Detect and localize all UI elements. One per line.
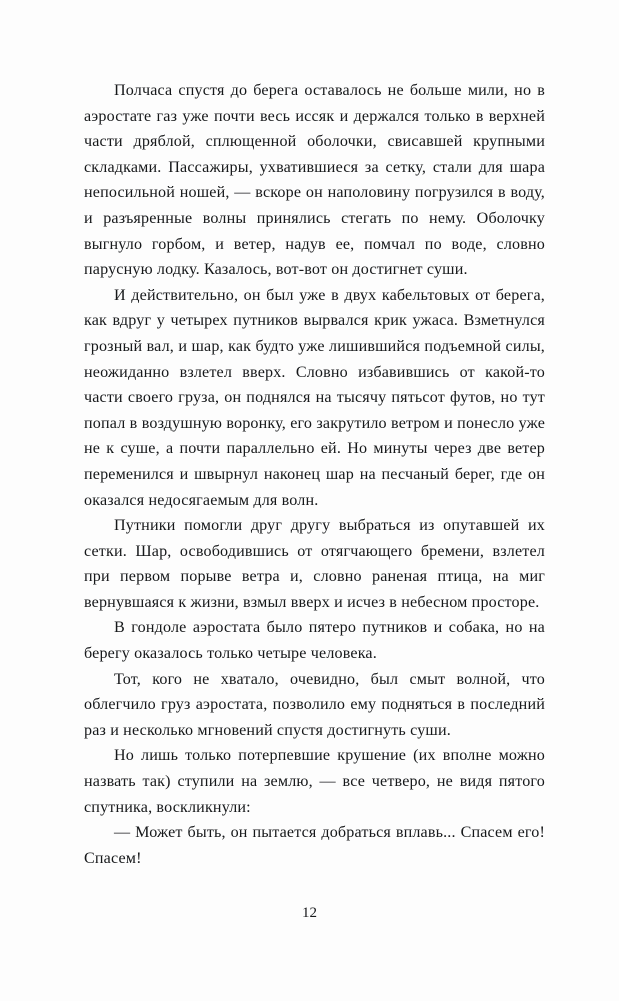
paragraph: И действительно, он был уже в двух кабельтовых от берега, как вдруг у четырех путников вырвался крик ужаса. Взметнулся грозный вал, и шар, как будто уже лишившийся подъемной силы, неожиданно взлетел вверх. Словно избавившись от какой-то части своего груза, он поднялся на тысячу пятьсот футов, но тут попал в воздушную воронку, его закрутило ветром и понесло уже не к суше, а почти параллельно ей. Но минуты через две ветер переменился и швырнул наконец шар на песчаный берег, где он оказался недосягаемым для волн. xyxy=(84,286,545,509)
paragraph: Полчаса спустя до берега оставалось не больше мили, но в аэростате газ уже почти весь иссяк и держался только в верхней части дряблой, сплющенной оболочки, свисавшей крупными складками. Пассажиры, ухватившиеся за сетку, стали для шара непосильной ношей, — вскоре он наполовину погрузился в воду, и разъяренные волны принялись стегать по нему. Оболочку выгнуло горбом, и ветер, надув ее, помчал по воде, словно парусную лодку. Казалось, вот-вот он достигнет суши. xyxy=(84,82,545,279)
paragraph: — Может быть, он пытается добраться вплавь... Спасем его! Спасем! xyxy=(84,824,545,867)
page-number: 12 xyxy=(302,905,317,921)
paragraph: В гондоле аэростата было пятеро путников и собака, но на берегу оказалось только четыре человека. xyxy=(84,619,545,663)
page-body xyxy=(84,78,545,871)
paragraph: Но лишь только потерпевшие крушение (их вполне можно назвать так) ступили на землю, — все четверо, не видя пятого спутника, воскликнули: xyxy=(84,747,545,816)
paragraph: Тот, кого не хватало, очевидно, был смыт волной, что облегчило груз аэростата, позволило ему подняться в последний раз и несколько мгновений спустя достигнуть суши. xyxy=(84,670,545,739)
paragraph: Путники помогли друг другу выбраться из опутавшей их сетки. Шар, освободившись от отягчающего бремени, взлетел при первом порыве ветра и, словно раненая птица, на миг вернувшаяся к жизни, взмыл вверх и исчез в небесном просторе. xyxy=(84,517,545,611)
